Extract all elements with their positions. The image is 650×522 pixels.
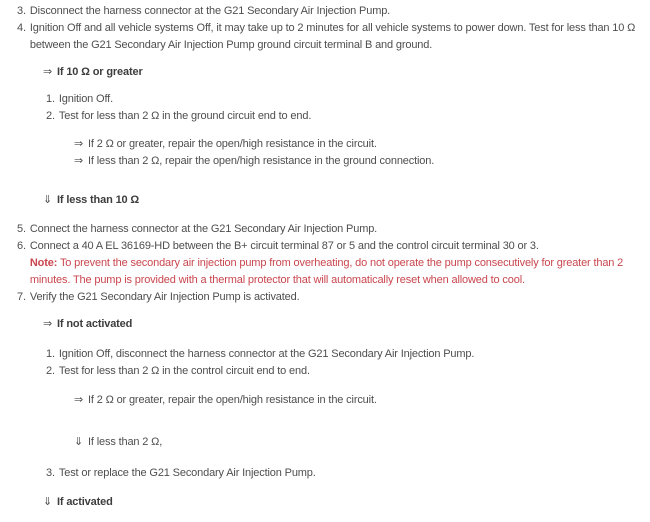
result-text: If less than 2 Ω, repair the open/high resistance in the ground connection. xyxy=(88,155,435,167)
substep-text: Test or replace the G21 Secondary Air Injection Pump. xyxy=(58,467,316,479)
step-item-4 xyxy=(0,20,640,54)
step-text: Ignition Off and all vehicle systems Off, it may take up to 2 minutes for all vehicle systems to power down. Test for less than 10 Ω between the G21 Secondary Air Injection Pump ground circuit terminal B and ground. xyxy=(29,22,636,51)
condition-if-less-than-10-ohm xyxy=(0,192,640,209)
step-item-6 xyxy=(0,238,640,289)
substep-text: Ignition Off, disconnect the harness connector at the G21 Secondary Air Injection Pump. xyxy=(58,348,475,360)
double-arrow-right-icon: ⇒ xyxy=(74,138,84,150)
substep-number: 2. xyxy=(46,365,55,377)
substep-item-1 xyxy=(0,346,640,363)
condition-label: If not activated xyxy=(57,318,133,330)
step-item-5 xyxy=(0,221,640,238)
step-text xyxy=(30,238,640,289)
substep-item-2 xyxy=(0,108,640,125)
substep-item-1 xyxy=(0,91,640,108)
condition-if-10-ohm-or-greater xyxy=(0,64,640,81)
substep-item-2 xyxy=(0,363,640,380)
result-text: If 2 Ω or greater, repair the open/high resistance in the circuit. xyxy=(88,138,377,150)
result-item xyxy=(0,136,640,153)
double-arrow-right-icon: ⇒ xyxy=(43,66,53,78)
step-number: 4. xyxy=(17,22,26,34)
step-text: Connect the harness connector at the G21 Secondary Air Injection Pump. xyxy=(29,223,378,235)
double-arrow-down-icon: ⇓ xyxy=(43,194,53,206)
double-arrow-right-icon: ⇒ xyxy=(74,155,84,167)
step-text-body: Connect a 40 A EL 36169-HD between the B+ circuit terminal 87 or 5 and the control circuit terminal 30 or 3. xyxy=(29,240,539,252)
step-number: 3. xyxy=(17,5,26,17)
double-arrow-right-icon: ⇒ xyxy=(74,394,84,406)
step-number: 5. xyxy=(17,223,26,235)
substep-number: 1. xyxy=(46,348,55,360)
substep-number: 3. xyxy=(46,467,55,479)
double-arrow-down-icon: ⇓ xyxy=(74,436,84,448)
note xyxy=(30,255,640,289)
substep-text: Ignition Off. xyxy=(58,93,113,105)
step-text: Disconnect the harness connector at the G21 Secondary Air Injection Pump. xyxy=(29,5,391,17)
substep-number: 1. xyxy=(46,93,55,105)
condition-if-not-activated xyxy=(0,316,640,333)
result-text: If 2 Ω or greater, repair the open/high resistance in the circuit. xyxy=(88,394,377,406)
step-item-3 xyxy=(0,3,640,20)
note-text: To prevent the secondary air injection pump from overheating, do not operate the pump consecutively for greater than 2 minutes. The pump is provided with a thermal protector that will automatically reset when allowed to cool. xyxy=(29,257,624,286)
result-text: If less than 2 Ω, xyxy=(88,436,163,448)
condition-label: If activated xyxy=(57,496,113,508)
substep-number: 2. xyxy=(46,110,55,122)
substep-text: Test for less than 2 Ω in the ground circuit end to end. xyxy=(58,110,312,122)
step-text: Verify the G21 Secondary Air Injection Pump is activated. xyxy=(29,291,300,303)
step-number: 6. xyxy=(17,240,26,252)
note-label: Note: xyxy=(29,257,58,269)
step-number: 7. xyxy=(17,291,26,303)
condition-label: If less than 10 Ω xyxy=(57,194,140,206)
step-item-7 xyxy=(0,289,640,306)
result-item xyxy=(0,392,640,409)
result-item xyxy=(0,153,640,170)
condition-if-activated xyxy=(0,494,640,511)
double-arrow-right-icon: ⇒ xyxy=(43,318,53,330)
condition-label: If 10 Ω or greater xyxy=(57,66,143,78)
substep-text: Test for less than 2 Ω in the control circuit end to end. xyxy=(58,365,310,377)
result-down-item xyxy=(0,434,640,451)
double-arrow-down-icon: ⇓ xyxy=(43,496,53,508)
substep-item-3 xyxy=(0,465,640,482)
